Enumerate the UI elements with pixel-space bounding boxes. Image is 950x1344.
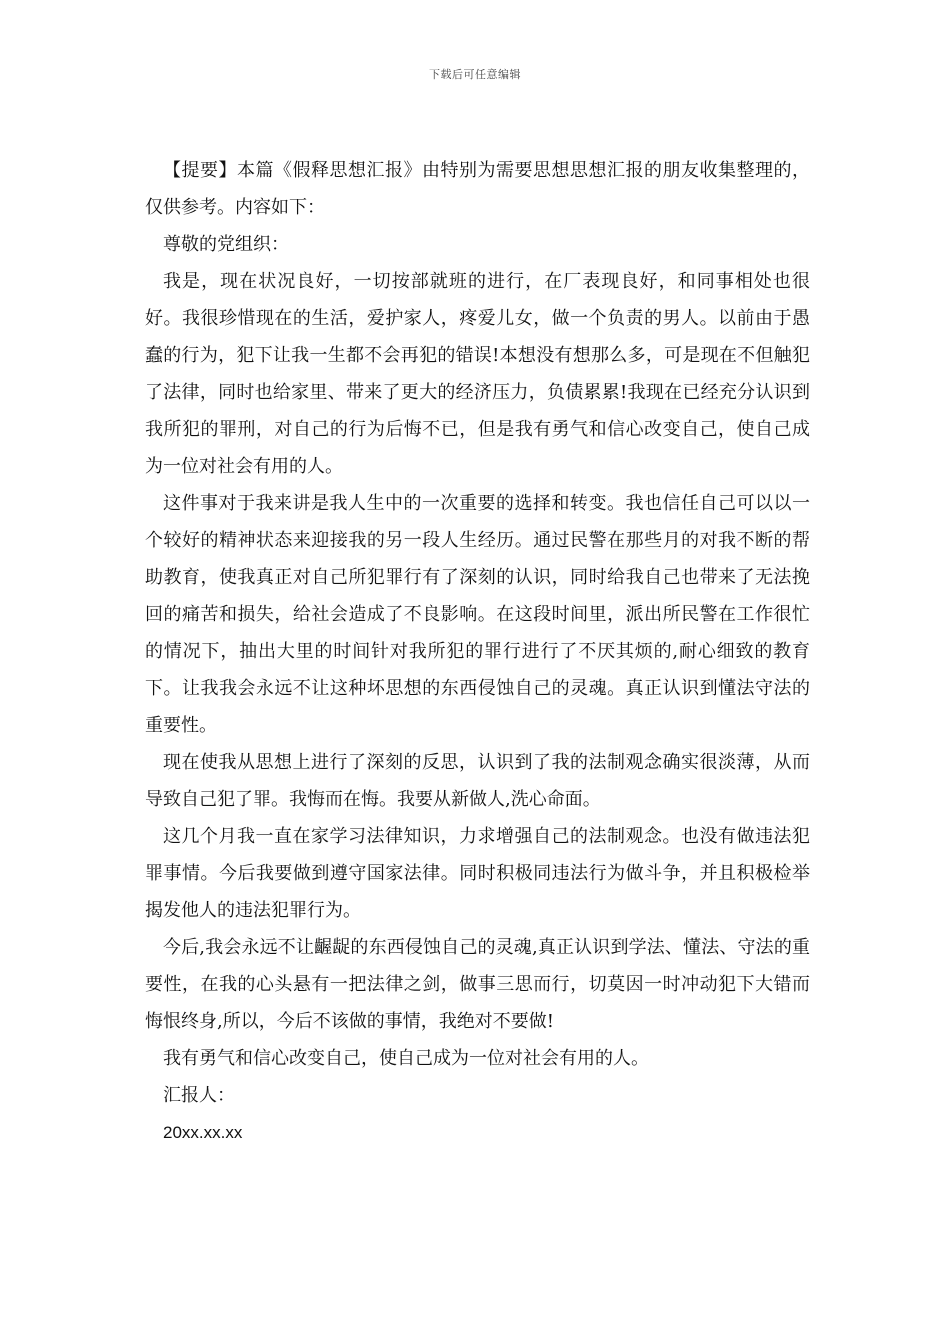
report-date: 20xx.xx.xx [163, 1123, 243, 1142]
summary-paragraph: 【提要】本篇《假释思想汇报》由特别为需要思想思想汇报的朋友收集整理的，仅供参考。内容如下： [145, 160, 810, 218]
salutation: 尊敬的党组织： [163, 234, 289, 255]
body-paragraph-2: 这件事对于我来讲是我人生中的一次重要的选择和转变。我也信任自己可以以一个较好的精神状态来迎接我的另一段人生经历。通过民警在那些月的对我不断的帮助教育，使我真正对自己所犯罪行有了深刻的认识，同时给我自己也带来了无法挽回的痛苦和损失，给社会造成了不良影响。在这段时间里，派出所民警在工作很忙的情况下，抽出大里的时间针对我所犯的罪行进行了不厌其烦的,耐心细致的教育下。让我我会永远不让这种坏思想的东西侵蚀自己的灵魂。真正认识到懂法守法的重要性。 [145, 493, 810, 736]
document-body [145, 152, 810, 1151]
header-note: 下载后可任意编辑 [429, 68, 521, 81]
signature-label: 汇报人： [163, 1085, 235, 1106]
body-paragraph-4: 这几个月我一直在家学习法律知识，力求增强自己的法制观念。也没有做违法犯罪事情。今后我要做到遵守国家法律。同时积极同违法行为做斗争，并且积极检举揭发他人的违法犯罪行为。 [145, 826, 810, 921]
body-paragraph-3: 现在使我从思想上进行了深刻的反思，认识到了我的法制观念确实很淡薄，从而导致自己犯了罪。我悔而在悔。我要从新做人,洗心命面。 [145, 752, 810, 810]
body-paragraph-1: 我是，现在状况良好，一切按部就班的进行，在厂表现良好，和同事相处也很好。我很珍惜现在的生活，爱护家人，疼爱儿女，做一个负责的男人。以前由于愚蠢的行为，犯下让我一生都不会再犯的错误!本想没有想那么多，可是现在不但触犯了法律，同时也给家里、带来了更大的经济压力，负债累累!我现在已经充分认识到我所犯的罪刑，对自己的行为后悔不已，但是我有勇气和信心改变自己，使自己成为一位对社会有用的人。 [145, 271, 810, 477]
closing-paragraph: 我有勇气和信心改变自己，使自己成为一位对社会有用的人。 [163, 1048, 649, 1069]
body-paragraph-5: 今后,我会永远不让齷龊的东西侵蚀自己的灵魂,真正认识到学法、懂法、守法的重要性，在我的心头悬有一把法律之剑，做事三思而行，切莫因一时冲动犯下大错而悔恨终身,所以，今后不该做的事情，我绝对不要做! [145, 937, 810, 1032]
